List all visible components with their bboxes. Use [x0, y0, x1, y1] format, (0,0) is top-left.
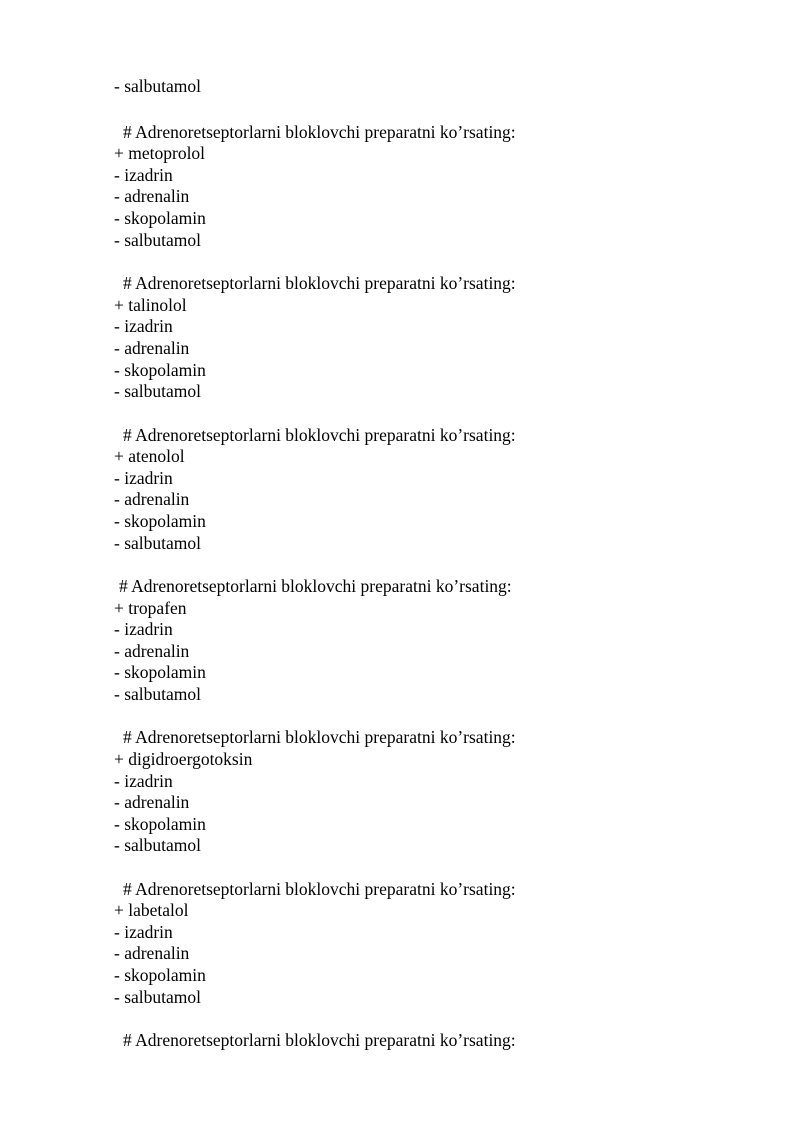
- answer-option: - adrenalin: [114, 792, 190, 812]
- answer-option: - salbutamol: [114, 381, 201, 401]
- answer-option: - skopolamin: [114, 511, 206, 531]
- question-text: # Adrenoretseptorlarni bloklovchi preparatni ko’rsating:: [123, 122, 516, 142]
- answer-option-correct: + labetalol: [114, 900, 189, 920]
- answer-option: - izadrin: [114, 165, 173, 185]
- answer-option: - salbutamol: [114, 684, 201, 704]
- question-text: # Adrenoretseptorlarni bloklovchi preparatni ko’rsating:: [123, 425, 516, 445]
- question-text: # Adrenoretseptorlarni bloklovchi preparatni ko’rsating:: [123, 727, 516, 747]
- question-text: # Adrenoretseptorlarni bloklovchi preparatni ko’rsating:: [123, 1030, 516, 1050]
- answer-option: - salbutamol: [114, 835, 201, 855]
- answer-option-correct: + atenolol: [114, 446, 185, 466]
- answer-option: - skopolamin: [114, 662, 206, 682]
- answer-option: - adrenalin: [114, 186, 190, 206]
- answer-option: - izadrin: [114, 771, 173, 791]
- answer-option: - izadrin: [114, 316, 173, 336]
- answer-option: - skopolamin: [114, 965, 206, 985]
- answer-option-correct: + tropafen: [114, 598, 187, 618]
- answer-option: - salbutamol: [114, 230, 201, 250]
- answer-option-correct: + talinolol: [114, 295, 187, 315]
- answer-option: - adrenalin: [114, 641, 190, 661]
- question-text: # Adrenoretseptorlarni bloklovchi preparatni ko’rsating:: [123, 879, 516, 899]
- answer-option: - skopolamin: [114, 208, 206, 228]
- answer-option: - izadrin: [114, 619, 173, 639]
- answer-option: - salbutamol: [114, 987, 201, 1007]
- answer-option: - skopolamin: [114, 814, 206, 834]
- answer-option: - izadrin: [114, 922, 173, 942]
- answer-option: - adrenalin: [114, 943, 190, 963]
- question-text: # Adrenoretseptorlarni bloklovchi preparatni ko’rsating:: [123, 273, 516, 293]
- answer-option: - salbutamol: [114, 76, 201, 96]
- answer-option: - adrenalin: [114, 338, 190, 358]
- answer-option-correct: + digidroergotoksin: [114, 749, 253, 769]
- answer-option: - adrenalin: [114, 489, 190, 509]
- answer-option: - izadrin: [114, 468, 173, 488]
- question-text: # Adrenoretseptorlarni bloklovchi preparatni ko’rsating:: [119, 576, 512, 596]
- answer-option-correct: + metoprolol: [114, 143, 206, 163]
- answer-option: - skopolamin: [114, 360, 206, 380]
- answer-option: - salbutamol: [114, 533, 201, 553]
